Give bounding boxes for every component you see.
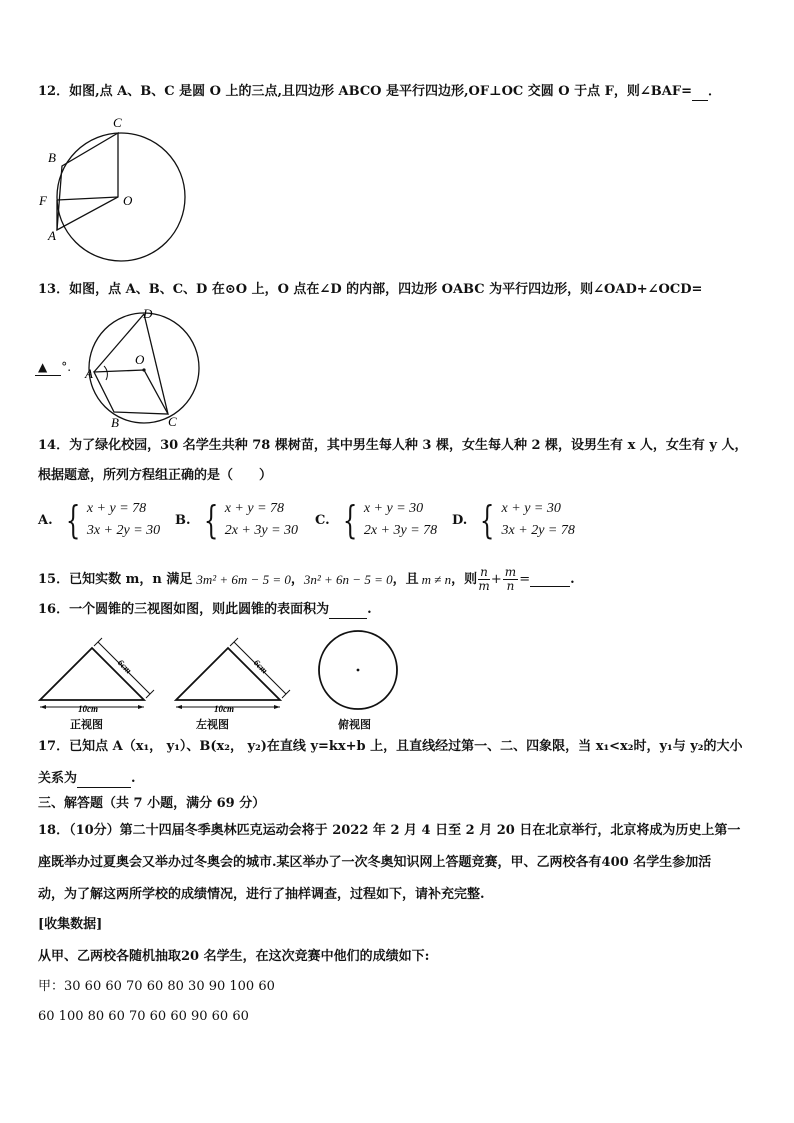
q14-option-a-system xyxy=(61,498,161,542)
q16-front-label: 正视图 xyxy=(70,718,103,731)
q16-front-slant-dim: 6cm xyxy=(115,657,134,676)
q12-label-c: C xyxy=(113,115,122,130)
arrow-left-icon xyxy=(176,705,182,709)
q14-option-d-system xyxy=(475,498,575,542)
q17-line2: 关系为 xyxy=(38,771,78,786)
q16-stem: 16．一个圆锥的三视图如图，则此圆锥的表面积为 xyxy=(38,602,330,617)
q13-text: 13．如图，点 A、B、C、D 在⊙O 上，O 点在∠D 的内部，四边形 OABC 为平行四边形，则∠OAD+∠OCD= xyxy=(38,282,703,297)
q12-label-a: A xyxy=(48,228,56,243)
q15-eq1: 3m² + 6m − 5 = 0 xyxy=(196,571,291,587)
q14-option-c-eq2: 2x + 3y = 78 xyxy=(363,523,438,538)
q15-plus: + xyxy=(490,571,502,587)
q14-option-b[interactable] xyxy=(175,498,298,542)
q14-option-c-system xyxy=(338,498,438,542)
q17-line1: 17．已知点 A（x₁， y₁）、B(x₂， y₂)在直线 y=kx+b 上，且直线经过第一、二、四象限，当 x₁<x₂时，y₁与 y₂的大小 xyxy=(38,739,743,754)
q14-option-d-letter: D. xyxy=(452,512,468,528)
q13-label-c: C xyxy=(168,414,177,429)
q16-top-view xyxy=(316,630,402,712)
q13-label-o: O xyxy=(135,352,145,367)
q12-label-o: O xyxy=(123,193,133,208)
q12-circle xyxy=(57,133,185,261)
q13-figure xyxy=(86,300,196,430)
q13-answer-mark: ▲ xyxy=(38,360,48,374)
q14-option-b-eq1: x + y = 78 xyxy=(224,501,285,516)
q16-top-label: 俯视图 xyxy=(338,718,371,731)
q14-option-a-letter: A. xyxy=(38,512,53,528)
q15-eq2: 3n² + 6n − 5 = 0 xyxy=(303,571,393,587)
q14-option-d-eq2: 3x + 2y = 78 xyxy=(501,523,575,538)
q18-sample-text: 从甲、乙两校各随机抽取20 名学生，在这次竞赛中他们的成绩如下: xyxy=(38,949,430,964)
q14-option-b-letter: B. xyxy=(175,512,191,528)
q14-option-b-system xyxy=(199,498,299,542)
q14-option-c-eq1: x + y = 30 xyxy=(363,501,424,516)
q15-cond: m ≠ n xyxy=(421,571,452,587)
q14-option-a-eq2: 3x + 2y = 30 xyxy=(86,523,161,538)
q16-front-view xyxy=(36,630,158,712)
q14-option-b-eq2: 2x + 3y = 30 xyxy=(224,523,299,538)
q16-left-view xyxy=(172,630,294,712)
q15-then: ，则 xyxy=(451,571,478,587)
q17-end: . xyxy=(131,771,136,786)
q12-parallelogram xyxy=(57,133,118,230)
q14-option-d-eq1: x + y = 30 xyxy=(501,501,561,516)
q18-line2: 座既举办过夏奥会又举办过冬奥会的城市.某区举办了一次冬奥知识网上答题竞赛，甲、乙两校各有400 名学生参加活 xyxy=(38,855,712,870)
q16-top-center-dot xyxy=(357,669,360,672)
q18-jia-line1: 甲：30 60 60 70 60 80 30 90 100 60 xyxy=(38,979,275,994)
q14-line2: 根据题意，所列方程组正确的是（ ） xyxy=(38,468,273,483)
q12-segment-of xyxy=(57,197,118,200)
brace-icon: { xyxy=(203,498,218,542)
q15-text xyxy=(38,566,575,593)
q12-answer-blank[interactable] xyxy=(692,100,708,101)
q13-label-d: D xyxy=(143,306,153,321)
q14-option-c[interactable] xyxy=(315,498,437,542)
q16-end: . xyxy=(367,602,372,617)
q16-answer-blank[interactable] xyxy=(329,604,367,619)
q13-answer-blank[interactable] xyxy=(35,375,61,376)
q13-label-b: B xyxy=(111,415,119,430)
q15-frac1-num: n xyxy=(480,565,488,579)
q14-option-a-eq1: x + y = 78 xyxy=(86,501,147,516)
q15-frac2-den: n xyxy=(506,579,515,593)
q15-cond-prefix: ，且 xyxy=(392,571,419,587)
q13-answer-suffix: °. xyxy=(61,360,72,374)
q14-option-d[interactable] xyxy=(452,498,575,542)
q14-option-c-letter: C. xyxy=(315,512,330,528)
q13-center-dot xyxy=(142,368,145,371)
q16-left-label: 左视图 xyxy=(196,718,229,731)
q15-sep: ， xyxy=(290,571,304,587)
q15-equals: = xyxy=(519,571,531,587)
q16-front-base-dim: 10cm xyxy=(78,704,98,714)
q15-answer-blank[interactable] xyxy=(530,572,570,587)
q18-jia-line2: 60 100 80 60 70 60 60 90 60 60 xyxy=(38,1009,249,1024)
q18-line3: 动，为了解这两所学校的成绩情况，进行了抽样调查，过程如下，请补充完整. xyxy=(38,887,485,902)
q15-fraction-m-over-n xyxy=(503,566,518,593)
q15-frac2-num: m xyxy=(504,565,517,579)
q13-angle-arc xyxy=(104,366,107,380)
q12-text xyxy=(38,83,721,101)
q17-line2-wrap xyxy=(38,770,136,788)
q13-label-a: A xyxy=(85,366,93,381)
brace-icon: { xyxy=(480,498,495,542)
q15-end: . xyxy=(570,571,575,587)
section-title: 三、解答题（共 7 小题，满分 69 分） xyxy=(38,796,266,811)
q12-end: ． xyxy=(708,84,722,99)
q12-label-b: B xyxy=(48,150,56,165)
q15-fraction-n-over-m xyxy=(478,566,490,593)
q18-collect-heading: [收集数据] xyxy=(38,917,103,932)
q15-prefix: 15．已知实数 m，n 满足 xyxy=(38,571,193,587)
q16-left-slant-dim: 6cm xyxy=(251,657,270,676)
q12-stem: 12．如图,点 A、B、C 是圆 O 上的三点,且四边形 ABCO 是平行四边形,OF⊥OC 交圆 O 于点 F，则∠BAF= xyxy=(38,84,693,99)
arrow-left-icon xyxy=(40,705,46,709)
brace-icon: { xyxy=(65,498,80,542)
q12-label-f: F xyxy=(39,193,47,208)
q16-left-triangle xyxy=(176,648,280,700)
q12-figure xyxy=(36,112,196,247)
q16-text xyxy=(38,601,372,619)
q15-frac1-den: m xyxy=(478,579,490,593)
brace-icon: { xyxy=(342,498,358,542)
q17-answer-blank[interactable] xyxy=(77,773,131,788)
arrow-right-icon xyxy=(138,705,144,709)
q16-left-base-dim: 10cm xyxy=(214,704,234,714)
arrow-right-icon xyxy=(274,705,280,709)
q18-line1: 18．（10分）第二十四届冬季奥林匹克运动会将于 2022 年 2 月 4 日至 2 月 20 日在北京举行，北京将成为历史上第一 xyxy=(38,823,741,838)
q14-line1: 14．为了绿化校园，30 名学生共种 78 棵树苗，其中男生每人种 3 棵，女生每人种 2 棵，设男生有 x 人，女生有 y 人， xyxy=(38,438,748,453)
q13-segment-dc xyxy=(144,314,168,414)
q13-answer xyxy=(38,358,71,376)
q16-front-triangle xyxy=(40,648,144,700)
q14-option-a[interactable] xyxy=(38,498,160,542)
